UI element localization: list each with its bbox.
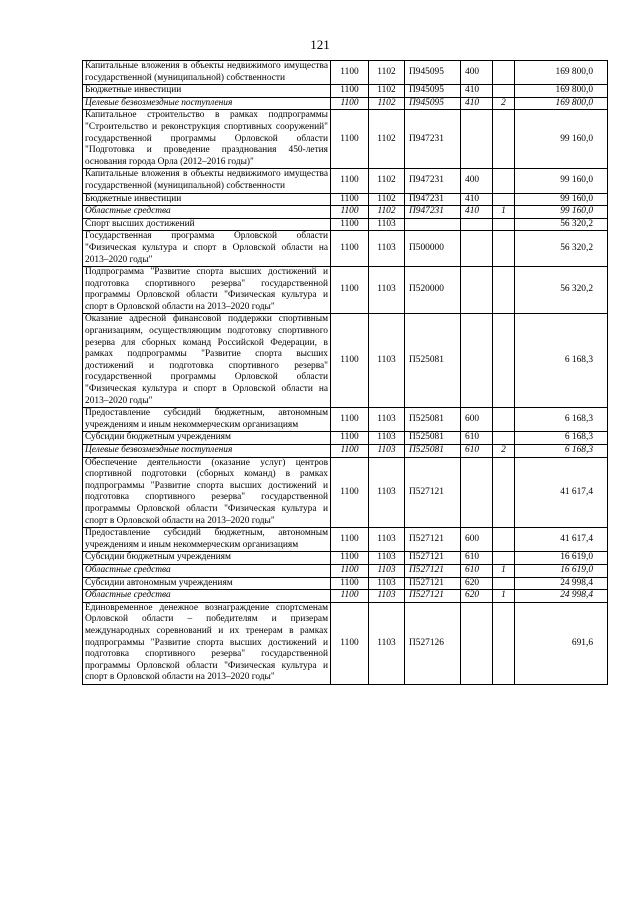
amount-value: 41 617,4 xyxy=(515,457,608,528)
expense-type-code: 600 xyxy=(461,528,493,552)
expense-type-code: 400 xyxy=(461,61,493,85)
subsection-code: 1102 xyxy=(369,110,405,169)
section-code: 1100 xyxy=(331,602,369,684)
target-article-code: П527121 xyxy=(405,577,461,590)
section-code: 1100 xyxy=(331,457,369,528)
expense-type-code xyxy=(461,267,493,314)
amount-value: 169 800,0 xyxy=(515,85,608,98)
page-number: 121 xyxy=(310,37,330,52)
funding-source-code xyxy=(493,602,515,684)
target-article-code: П527121 xyxy=(405,528,461,552)
funding-source-code xyxy=(493,457,515,528)
funding-source-code: 1 xyxy=(493,590,515,603)
table-row xyxy=(83,61,608,85)
amount-value: 6 168,3 xyxy=(515,314,608,408)
row-description: Целевые безвозмездные поступления xyxy=(83,97,331,110)
target-article-code: П947231 xyxy=(405,206,461,219)
budget-table-body xyxy=(83,61,608,685)
expense-type-code xyxy=(461,457,493,528)
section-code: 1100 xyxy=(331,110,369,169)
row-description: Капитальные вложения в объекты недвижимого имущества государственной (муниципальной) собственности xyxy=(83,169,331,193)
table-row xyxy=(83,590,608,603)
funding-source-code xyxy=(493,552,515,565)
target-article-code: П947231 xyxy=(405,193,461,206)
budget-table xyxy=(82,60,608,685)
target-article-code: П527121 xyxy=(405,552,461,565)
funding-source-code xyxy=(493,61,515,85)
target-article-code: П947231 xyxy=(405,169,461,193)
section-code: 1100 xyxy=(331,218,369,231)
table-row xyxy=(83,97,608,110)
table-row xyxy=(83,110,608,169)
section-code: 1100 xyxy=(331,528,369,552)
table-row xyxy=(83,85,608,98)
row-description: Обеспечение деятельности (оказание услуг) центров спортивной подготовки (сборных команд) в рамках подпрограммы "Развитие спорта высших достижений и подготовка спортивного резерва" государственной программы Орловской области "Физическая культура и спорт в Орловской области на 2013–2020 годы" xyxy=(83,457,331,528)
row-description: Субсидии бюджетным учреждениям xyxy=(83,432,331,445)
target-article-code: П525081 xyxy=(405,432,461,445)
expense-type-code xyxy=(461,314,493,408)
section-code: 1100 xyxy=(331,267,369,314)
section-code: 1100 xyxy=(331,231,369,267)
expense-type-code xyxy=(461,231,493,267)
amount-value: 6 168,3 xyxy=(515,408,608,432)
row-description: Единовременное денежное вознаграждение спортсменам Орловской области – победителям и призерам международных соревнований и их тренерам в рамках подпрограммы "Развитие спорта высших достижений и подготовка спортивного резерва" государственной программы Орловской области "Физическая культура и спорт в Орловской области на 2013–2020 годы" xyxy=(83,602,331,684)
row-description: Предоставление субсидий бюджетным, автономным учреждениям и иным некоммерческим организациям xyxy=(83,408,331,432)
funding-source-code xyxy=(493,577,515,590)
row-description: Субсидии бюджетным учреждениям xyxy=(83,552,331,565)
amount-value: 41 617,4 xyxy=(515,528,608,552)
expense-type-code: 600 xyxy=(461,408,493,432)
funding-source-code xyxy=(493,169,515,193)
table-row xyxy=(83,445,608,458)
subsection-code: 1102 xyxy=(369,97,405,110)
subsection-code: 1102 xyxy=(369,193,405,206)
table-row xyxy=(83,231,608,267)
row-description: Спорт высших достижений xyxy=(83,218,331,231)
subsection-code: 1103 xyxy=(369,552,405,565)
subsection-code: 1103 xyxy=(369,267,405,314)
subsection-code: 1102 xyxy=(369,169,405,193)
table-row xyxy=(83,528,608,552)
row-description: Оказание адресной финансовой поддержки спортивным организациям, осуществляющим подготовку спортивного резерва для сборных команд Российской Федерации, в рамках подпрограммы "Развитие спорта высших достижений и подготовка спортивного резерва" государственной программы Орловской области "Физическая культура и спорт в Орловской области на 2013–2020 годы" xyxy=(83,314,331,408)
section-code: 1100 xyxy=(331,590,369,603)
expense-type-code xyxy=(461,110,493,169)
funding-source-code xyxy=(493,432,515,445)
funding-source-code xyxy=(493,231,515,267)
table-row xyxy=(83,457,608,528)
row-description: Областные средства xyxy=(83,590,331,603)
table-row xyxy=(83,577,608,590)
target-article-code: П527121 xyxy=(405,457,461,528)
section-code: 1100 xyxy=(331,445,369,458)
expense-type-code: 610 xyxy=(461,564,493,577)
target-article-code xyxy=(405,218,461,231)
table-row xyxy=(83,267,608,314)
subsection-code: 1103 xyxy=(369,590,405,603)
amount-value: 24 998,4 xyxy=(515,590,608,603)
table-row xyxy=(83,169,608,193)
subsection-code: 1103 xyxy=(369,432,405,445)
funding-source-code xyxy=(493,528,515,552)
amount-value: 169 800,0 xyxy=(515,61,608,85)
table-row xyxy=(83,564,608,577)
expense-type-code: 610 xyxy=(461,432,493,445)
table-row xyxy=(83,602,608,684)
amount-value: 169 800,0 xyxy=(515,97,608,110)
funding-source-code xyxy=(493,110,515,169)
section-code: 1100 xyxy=(331,577,369,590)
target-article-code: П527121 xyxy=(405,564,461,577)
section-code: 1100 xyxy=(331,408,369,432)
subsection-code: 1102 xyxy=(369,61,405,85)
expense-type-code: 410 xyxy=(461,97,493,110)
row-description: Государственная программа Орловской области "Физическая культура и спорт в Орловской области на 2013–2020 годы" xyxy=(83,231,331,267)
amount-value: 56 320,2 xyxy=(515,231,608,267)
subsection-code: 1102 xyxy=(369,85,405,98)
expense-type-code xyxy=(461,218,493,231)
target-article-code: П947231 xyxy=(405,110,461,169)
amount-value: 691,6 xyxy=(515,602,608,684)
subsection-code: 1102 xyxy=(369,206,405,219)
target-article-code: П525081 xyxy=(405,408,461,432)
target-article-code: П527126 xyxy=(405,602,461,684)
funding-source-code: 1 xyxy=(493,564,515,577)
target-article-code: П945095 xyxy=(405,85,461,98)
subsection-code: 1103 xyxy=(369,231,405,267)
amount-value: 56 320,2 xyxy=(515,267,608,314)
amount-value: 6 168,3 xyxy=(515,432,608,445)
amount-value: 99 160,0 xyxy=(515,110,608,169)
target-article-code: П945095 xyxy=(405,61,461,85)
section-code: 1100 xyxy=(331,97,369,110)
expense-type-code: 400 xyxy=(461,169,493,193)
funding-source-code xyxy=(493,85,515,98)
funding-source-code: 1 xyxy=(493,206,515,219)
amount-value: 24 998,4 xyxy=(515,577,608,590)
subsection-code: 1103 xyxy=(369,445,405,458)
funding-source-code xyxy=(493,408,515,432)
amount-value: 99 160,0 xyxy=(515,169,608,193)
target-article-code: П945095 xyxy=(405,97,461,110)
amount-value: 99 160,0 xyxy=(515,206,608,219)
target-article-code: П527121 xyxy=(405,590,461,603)
target-article-code: П525081 xyxy=(405,314,461,408)
amount-value: 16 619,0 xyxy=(515,564,608,577)
subsection-code: 1103 xyxy=(369,577,405,590)
row-description: Субсидии автономным учреждениям xyxy=(83,577,331,590)
row-description: Капитальное строительство в рамках подпрограммы "Строительство и реконструкция спортивных сооружений" государственной программы Орловской области "Подготовка и проведение празднования 450-летия основания города Орла (2012–2016 годы)" xyxy=(83,110,331,169)
expense-type-code: 610 xyxy=(461,445,493,458)
section-code: 1100 xyxy=(331,564,369,577)
expense-type-code: 620 xyxy=(461,577,493,590)
section-code: 1100 xyxy=(331,432,369,445)
table-row xyxy=(83,408,608,432)
target-article-code: П500000 xyxy=(405,231,461,267)
row-description: Бюджетные инвестиции xyxy=(83,85,331,98)
amount-value: 6 168,3 xyxy=(515,445,608,458)
row-description: Бюджетные инвестиции xyxy=(83,193,331,206)
amount-value: 16 619,0 xyxy=(515,552,608,565)
row-description: Капитальные вложения в объекты недвижимого имущества государственной (муниципальной) собственности xyxy=(83,61,331,85)
funding-source-code: 2 xyxy=(493,97,515,110)
section-code: 1100 xyxy=(331,314,369,408)
expense-type-code: 610 xyxy=(461,552,493,565)
target-article-code: П525081 xyxy=(405,445,461,458)
subsection-code: 1103 xyxy=(369,602,405,684)
section-code: 1100 xyxy=(331,552,369,565)
section-code: 1100 xyxy=(331,169,369,193)
row-description: Подпрограмма "Развитие спорта высших достижений и подготовка спортивного резерва" государственной программы Орловской области "Физическая культура и спорт в Орловской области на 2013–2020 годы" xyxy=(83,267,331,314)
target-article-code: П520000 xyxy=(405,267,461,314)
section-code: 1100 xyxy=(331,61,369,85)
subsection-code: 1103 xyxy=(369,564,405,577)
table-row xyxy=(83,193,608,206)
table-row xyxy=(83,552,608,565)
expense-type-code xyxy=(461,602,493,684)
section-code: 1100 xyxy=(331,85,369,98)
subsection-code: 1103 xyxy=(369,314,405,408)
funding-source-code xyxy=(493,193,515,206)
expense-type-code: 410 xyxy=(461,85,493,98)
subsection-code: 1103 xyxy=(369,457,405,528)
table-row xyxy=(83,218,608,231)
row-description: Целевые безвозмездные поступления xyxy=(83,445,331,458)
funding-source-code xyxy=(493,314,515,408)
row-description: Областные средства xyxy=(83,564,331,577)
expense-type-code: 620 xyxy=(461,590,493,603)
section-code: 1100 xyxy=(331,206,369,219)
table-row xyxy=(83,432,608,445)
funding-source-code: 2 xyxy=(493,445,515,458)
subsection-code: 1103 xyxy=(369,528,405,552)
amount-value: 99 160,0 xyxy=(515,193,608,206)
row-description: Областные средства xyxy=(83,206,331,219)
funding-source-code xyxy=(493,218,515,231)
expense-type-code: 410 xyxy=(461,206,493,219)
section-code: 1100 xyxy=(331,193,369,206)
subsection-code: 1103 xyxy=(369,218,405,231)
subsection-code: 1103 xyxy=(369,408,405,432)
table-row xyxy=(83,206,608,219)
row-description: Предоставление субсидий бюджетным, автономным учреждениям и иным некоммерческим организациям xyxy=(83,528,331,552)
amount-value: 56 320,2 xyxy=(515,218,608,231)
table-row xyxy=(83,314,608,408)
funding-source-code xyxy=(493,267,515,314)
expense-type-code: 410 xyxy=(461,193,493,206)
